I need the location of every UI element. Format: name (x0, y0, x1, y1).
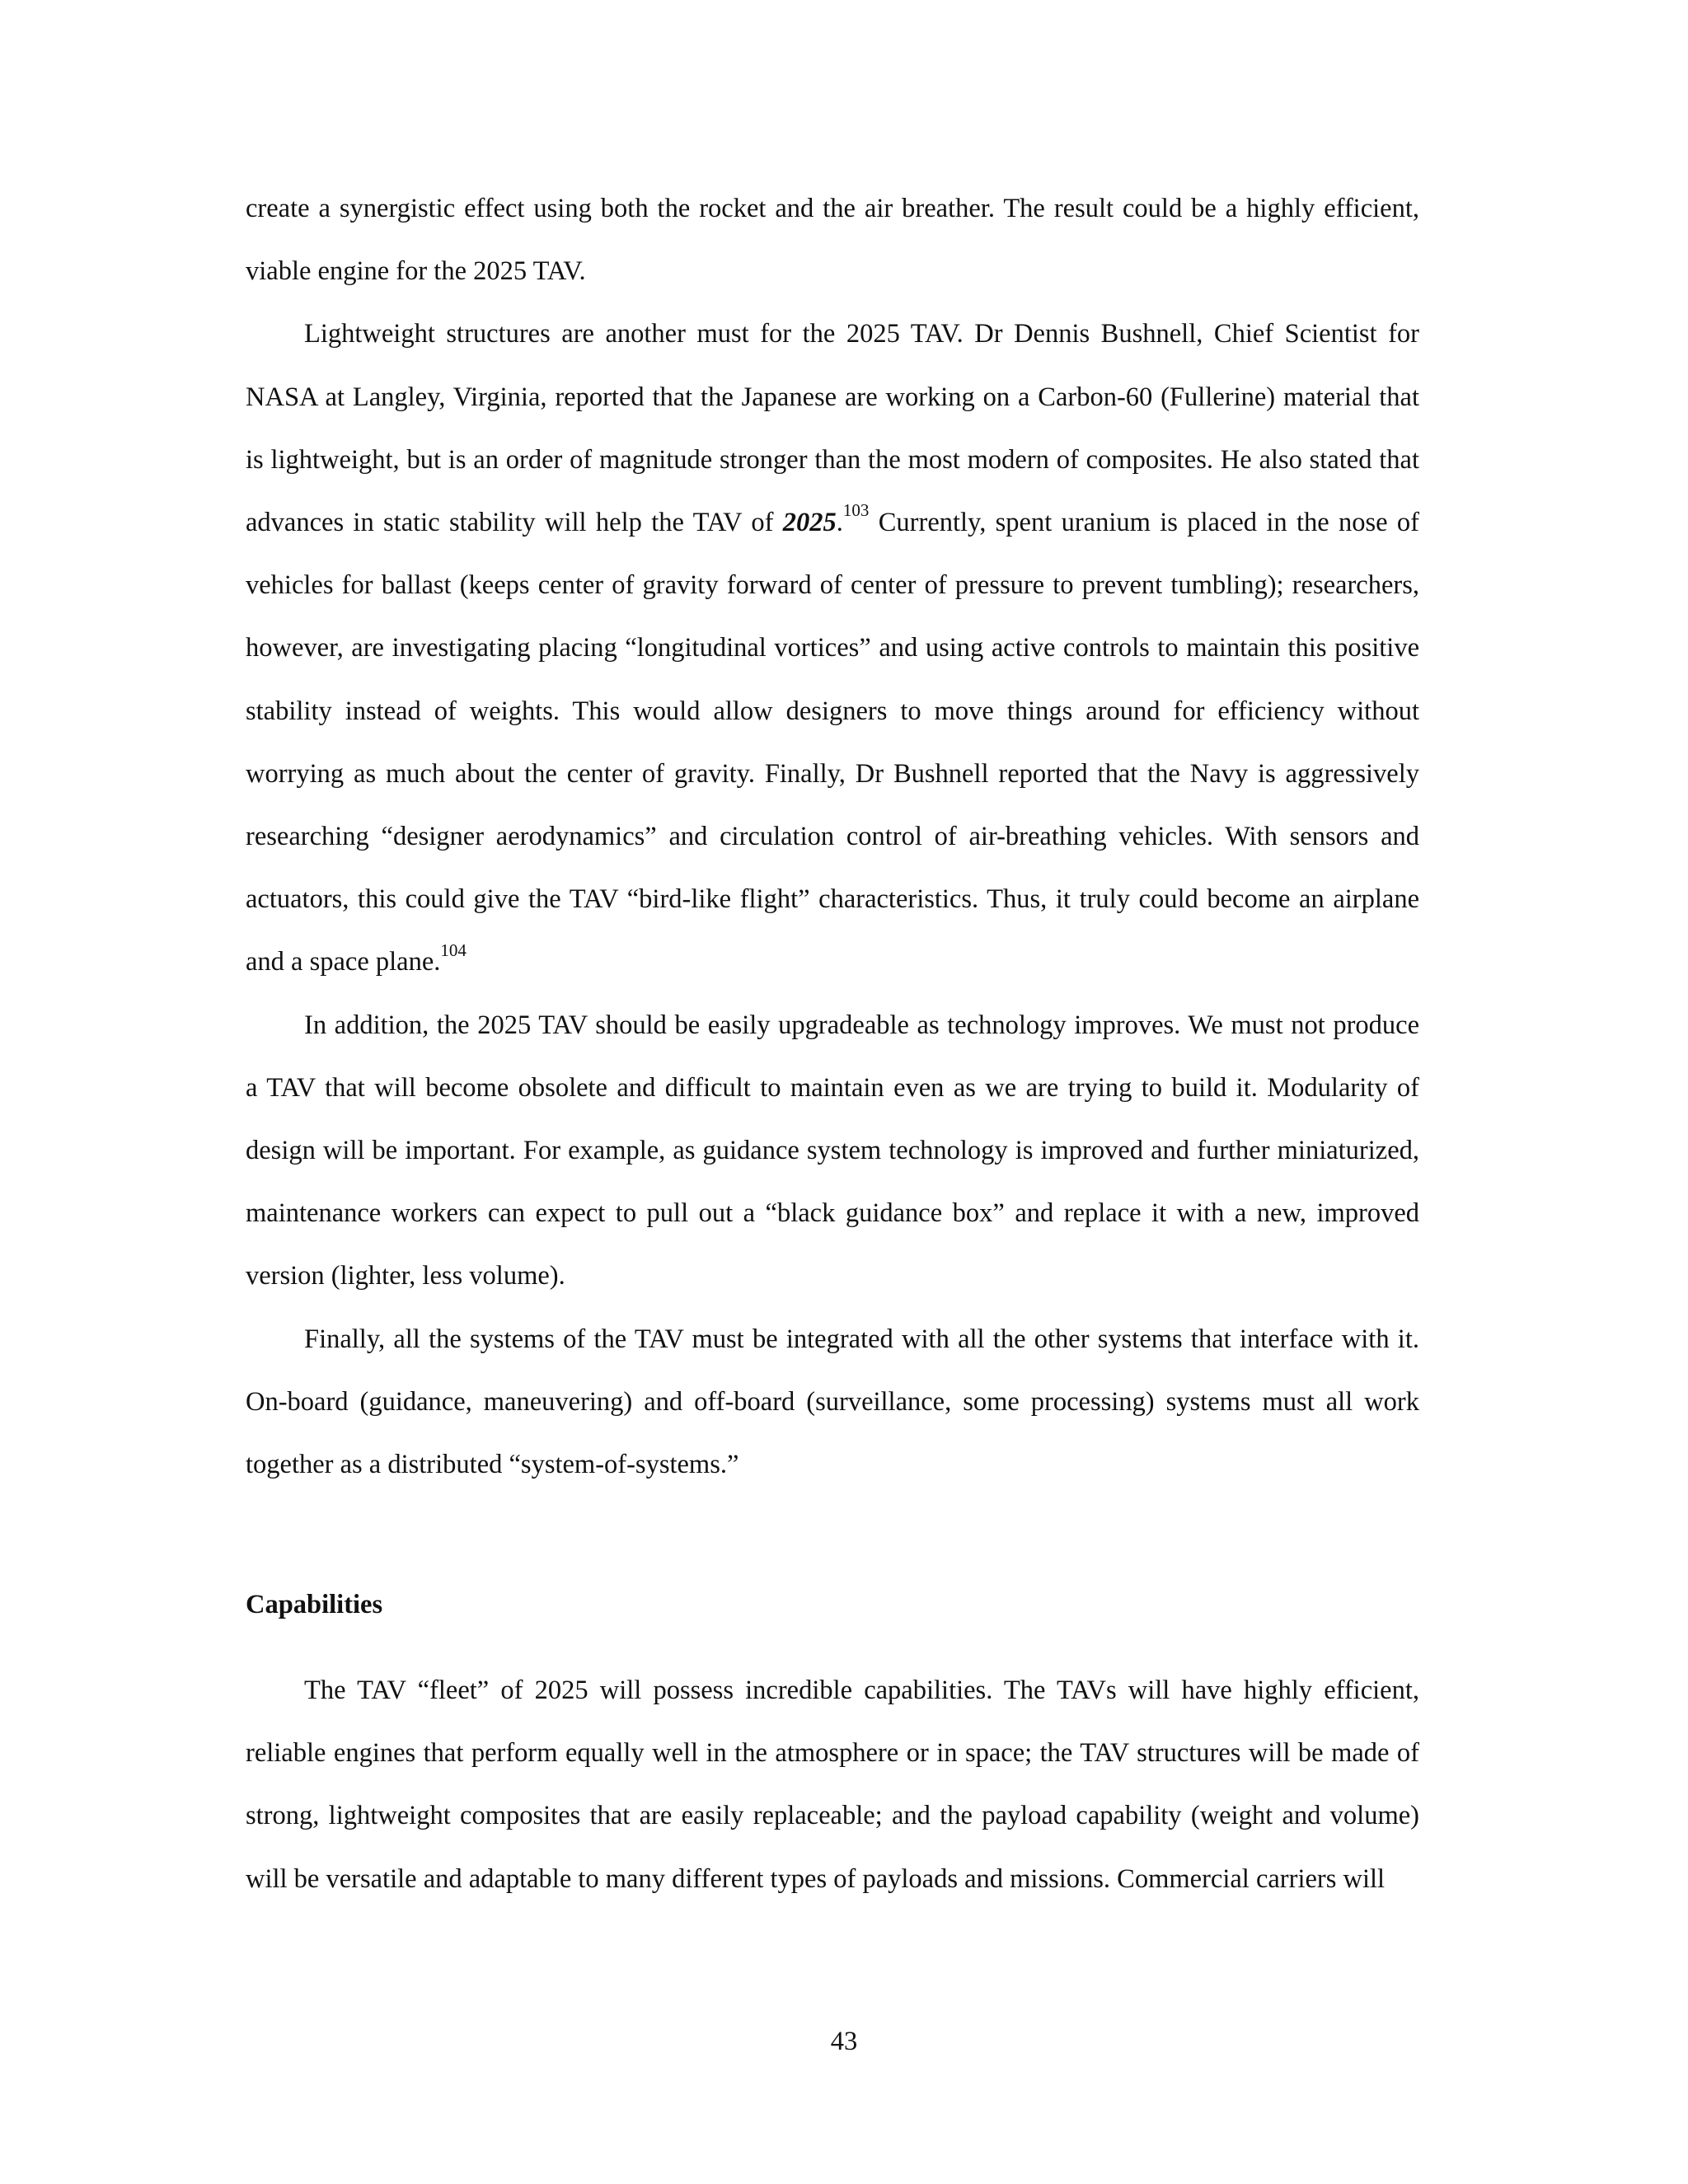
body-text (246, 177, 1419, 1496)
paragraph-4: Finally, all the systems of the TAV must be integrated with all the other systems that interface with it. On-board (guidance, maneuvering) and off-board (surveillance, some processing) systems must all work together as a distributed “system-of-systems.” (246, 1324, 1419, 1480)
paragraph-1: create a synergistic effect using both the rocket and the air breather. The result could be a highly efficient, viable engine for the 2025 TAV. (246, 194, 1419, 287)
paragraph-2-text-b: . (836, 508, 843, 538)
emphasized-year: 2025 (782, 508, 837, 538)
paragraph-2 (246, 302, 1419, 993)
paragraph-2-text-a: Lightweight structures are another must for the 2025 TAV. Dr Dennis Bushnell, Chief Scientist for NASA at Langley, Virginia, reported that the Japanese are working on a Carbon-60 (Fullerine) material that is lightweight, but is an order of magnitude stronger than the most modern of composites. He also stated that advances in static stability will help the TAV of (246, 319, 1419, 538)
paragraph-2-text-c: Currently, spent uranium is placed in the nose of vehicles for ballast (keeps center of gravity forward of center of pressure to prevent tumbling); researchers, however, are investigating placing “longitudinal vortices” and using active controls to maintain this positive stability instead of weights. This would allow designers to move things around for efficiency without worrying as much about the center of gravity. Finally, Dr Bushnell reported that the Navy is aggressively researching “designer aerodynamics” and circulation control of air-breathing vehicles. With sensors and actuators, this could give the TAV “bird-like flight” characteristics. Thus, it truly could become an airplane and a space plane. (246, 508, 1419, 977)
footnote-marker-104: 104 (440, 940, 467, 960)
section-paragraph: The TAV “fleet” of 2025 will possess incredible capabilities. The TAVs will have highly efficient, reliable engines that perform equally well in the atmosphere or in space; the TAV structures will be made of strong, lightweight composites that are easily replaceable; and the payload capability (weight and volume) will be versatile and adaptable to many different types of payloads and missions. Commercial carriers will (246, 1675, 1419, 1894)
section-body (246, 1659, 1419, 1910)
page-number: 43 (830, 2027, 858, 2056)
section-heading: Capabilities (246, 1590, 383, 1619)
paragraph-3: In addition, the 2025 TAV should be easily upgradeable as technology improves. We must not produce a TAV that will become obsolete and difficult to maintain even as we are trying to build it. Modularity of design will be important. For example, as guidance system technology is improved and further miniaturized, maintenance workers can expect to pull out a “black guidance box” and replace it with a new, improved version (lighter, less volume). (246, 1010, 1419, 1291)
footnote-marker-103: 103 (842, 500, 870, 521)
